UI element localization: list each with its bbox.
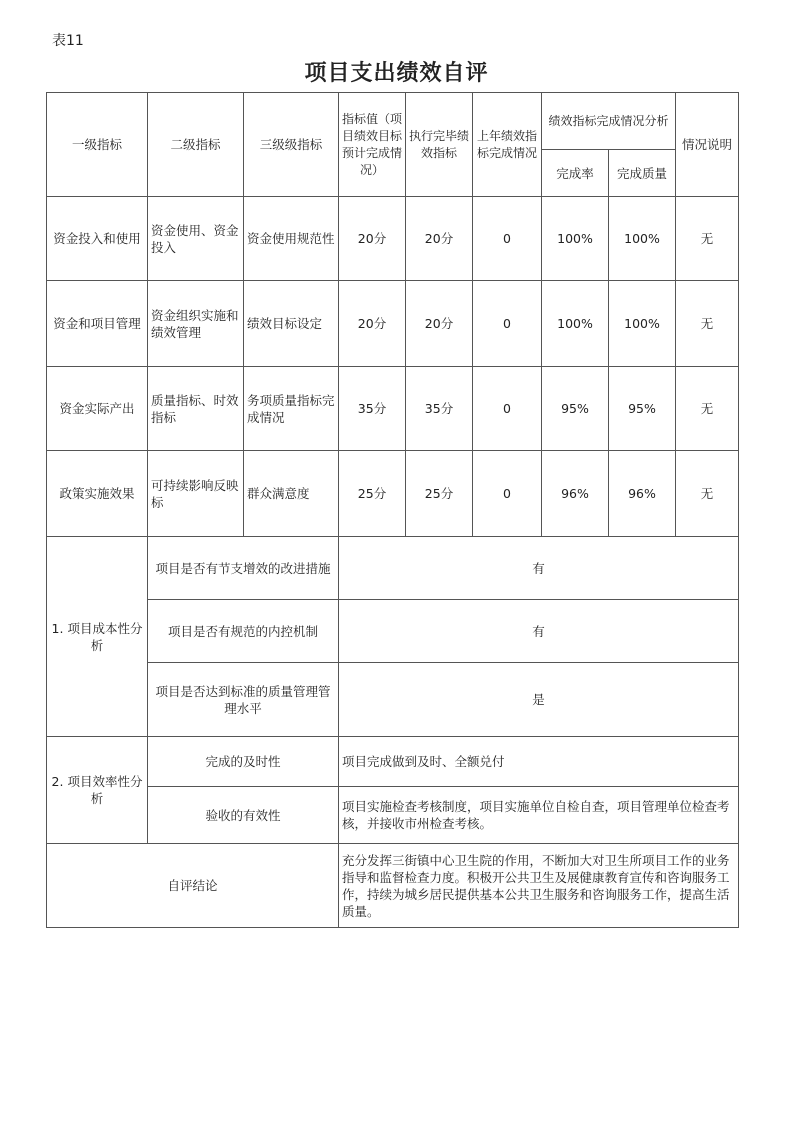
efficiency-question: 完成的及时性 — [148, 737, 339, 787]
row-last-year: 0 — [473, 197, 542, 281]
header-note: 情况说明 — [676, 93, 739, 197]
row-target: 25分 — [339, 451, 406, 537]
row-done: 20分 — [406, 197, 473, 281]
header-level3: 三级级指标 — [244, 93, 339, 197]
row-level3: 群众满意度 — [244, 451, 339, 537]
row-target: 20分 — [339, 197, 406, 281]
row-quality: 95% — [609, 367, 676, 451]
row-quality: 100% — [609, 281, 676, 367]
row-level2: 可持续影响反映标 — [148, 451, 244, 537]
row-last-year: 0 — [473, 451, 542, 537]
row-level1: 资金投入和使用 — [47, 197, 148, 281]
row-rate: 100% — [542, 197, 609, 281]
row-rate: 100% — [542, 281, 609, 367]
header-done: 执行完毕绩效指标 — [406, 93, 473, 197]
table-row — [47, 281, 739, 367]
table-row — [47, 197, 739, 281]
header-level2: 二级指标 — [148, 93, 244, 197]
cost-answer: 有 — [339, 537, 739, 600]
conclusion-label: 自评结论 — [47, 844, 339, 928]
table-row — [47, 367, 739, 451]
row-level2: 资金组织实施和绩效管理 — [148, 281, 244, 367]
efficiency-answer: 项目完成做到及时、全额兑付 — [339, 737, 739, 787]
row-note: 无 — [676, 451, 739, 537]
row-level3: 资金使用规范性 — [244, 197, 339, 281]
efficiency-question: 验收的有效性 — [148, 787, 339, 844]
row-quality: 96% — [609, 451, 676, 537]
cost-analysis-label: 1. 项目成本性分析 — [47, 537, 148, 737]
header-last-year: 上年绩效指标完成情况 — [473, 93, 542, 197]
row-level2: 质量指标、时效指标 — [148, 367, 244, 451]
row-last-year: 0 — [473, 281, 542, 367]
row-level1: 资金和项目管理 — [47, 281, 148, 367]
row-note: 无 — [676, 197, 739, 281]
conclusion-text: 充分发挥三街镇中心卫生院的作用，不断加大对卫生所项目工作的业务指导和监督检查力度。积极开公共卫生及展健康教育宣传和咨询服务工作，持续为城乡居民提供基本公共卫生服务和咨询服务工作，提高生活质量。 — [339, 844, 739, 928]
cost-answer: 有 — [339, 600, 739, 663]
page-title: 项目支出绩效自评 — [304, 61, 489, 86]
row-target: 20分 — [339, 281, 406, 367]
header-analysis: 绩效指标完成情况分析 — [542, 93, 676, 150]
header-quality: 完成质量 — [609, 150, 676, 197]
row-rate: 96% — [542, 451, 609, 537]
row-last-year: 0 — [473, 367, 542, 451]
row-note: 无 — [676, 367, 739, 451]
cost-question: 项目是否有规范的内控机制 — [148, 600, 339, 663]
row-level1: 政策实施效果 — [47, 451, 148, 537]
cost-answer: 是 — [339, 663, 739, 737]
row-quality: 100% — [609, 197, 676, 281]
table-number: 表11 — [52, 33, 84, 49]
row-level3: 务项质量指标完成情况 — [244, 367, 339, 451]
cost-question: 项目是否有节支增效的改进措施 — [148, 537, 339, 600]
header-target: 指标值（项目绩效目标预计完成情况） — [339, 93, 406, 197]
row-level3: 绩效目标设定 — [244, 281, 339, 367]
cost-question: 项目是否达到标准的质量管理管理水平 — [148, 663, 339, 737]
header-rate: 完成率 — [542, 150, 609, 197]
row-note: 无 — [676, 281, 739, 367]
row-done: 35分 — [406, 367, 473, 451]
row-level1: 资金实际产出 — [47, 367, 148, 451]
efficiency-analysis-label: 2. 项目效率性分析 — [47, 737, 148, 844]
efficiency-answer: 项目实施检查考核制度，项目实施单位自检自查，项目管理单位检查考核，并接收市州检查考核。 — [339, 787, 739, 844]
row-done: 20分 — [406, 281, 473, 367]
row-done: 25分 — [406, 451, 473, 537]
header-level1: 一级指标 — [47, 93, 148, 197]
performance-table — [46, 92, 739, 928]
row-rate: 95% — [542, 367, 609, 451]
table-row — [47, 451, 739, 537]
row-target: 35分 — [339, 367, 406, 451]
row-level2: 资金使用、资金投入 — [148, 197, 244, 281]
